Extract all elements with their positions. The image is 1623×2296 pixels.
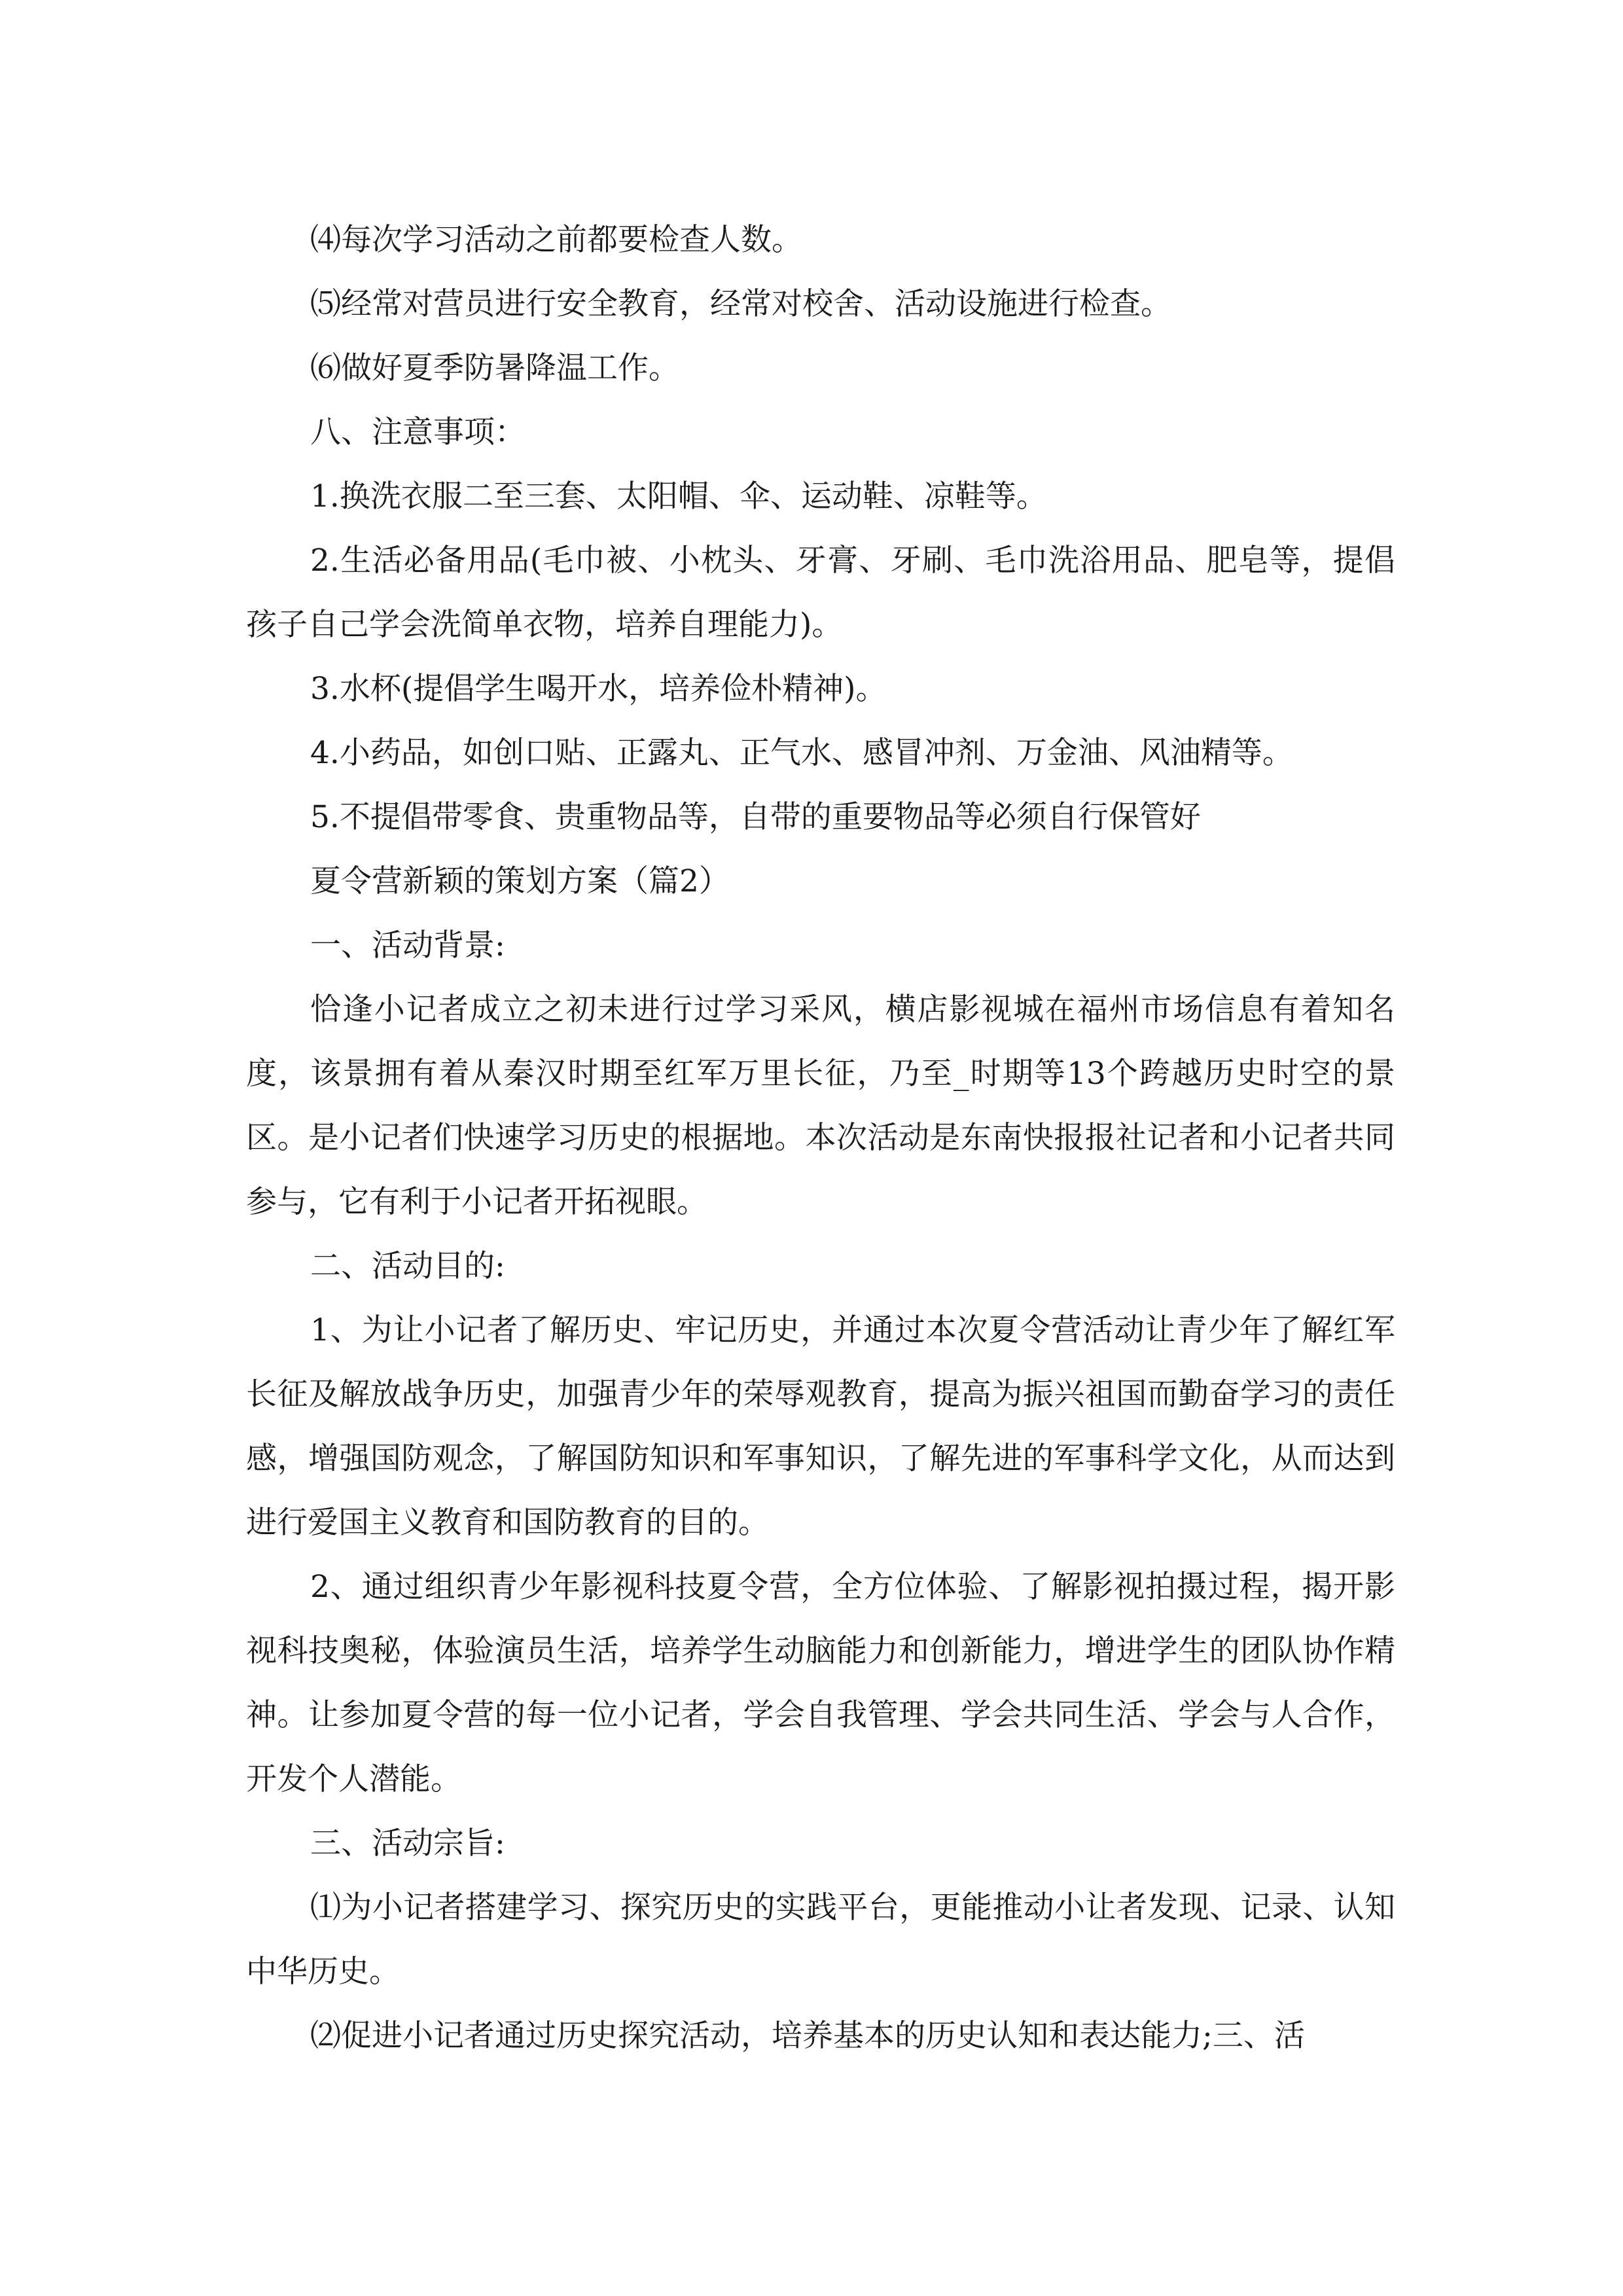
list-item-6: ⑹做好夏季防暑降温工作。 — [310, 350, 679, 386]
list-item-5: ⑸经常对营员进行安全教育，经常对校舍、活动设施进行检查。 — [310, 286, 1171, 322]
notes-item-1: 1.换洗衣服二至三套、太阳帽、伞、运动鞋、凉鞋等。 — [310, 478, 1047, 514]
section-heading-purpose: 二、活动目的: — [310, 1248, 505, 1284]
article-title-part-2: 夏令营新颖的策划方案（篇2） — [310, 863, 730, 899]
background-paragraph: 恰逢小记者成立之初未进行过学习采风，横店影视城在福州市场信息有着知名度，该景拥有着从秦汉时期至红军万里长征，乃至_时期等13个跨越历史时空的景区。是小记者们快速学习历史的根据地。本次活动是东南快报报社记者和小记者共同参与，它有利于小记者开拓视眼。 — [246, 992, 1395, 1220]
section-heading-background: 一、活动背景: — [310, 927, 505, 963]
section-heading-aims: 三、活动宗旨: — [310, 1825, 505, 1861]
aims-item-1: ⑴为小记者搭建学习、探究历史的实践平台，更能推动小让者发现、记录、认知中华历史。 — [246, 1890, 1395, 1990]
section-heading-notes: 八、注意事项： — [310, 414, 526, 450]
document-body — [246, 208, 1395, 2068]
notes-item-5: 5.不提倡带零食、贵重物品等，自带的重要物品等必须自行保管好 — [310, 799, 1201, 835]
purpose-paragraph-2: 2、通过组织青少年影视科技夏令营，全方位体验、了解影视拍摄过程，揭开影视科技奥秘，体验演员生活，培养学生动脑能力和创新能力，增进学生的团队协作精神。让参加夏令营的每一位小记者，学会自我管理、学会共同生活、学会与人合作，开发个人潜能。 — [246, 1569, 1395, 1797]
notes-item-3: 3.水杯(提倡学生喝开水，培养俭朴精神)。 — [310, 671, 887, 707]
purpose-paragraph-1: 1、为让小记者了解历史、牢记历史，并通过本次夏令营活动让青少年了解红军长征及解放战争历史，加强青少年的荣辱观教育，提高为振兴祖国而勤奋学习的责任感，增强国防观念，了解国防知识和军事知识，了解先进的军事科学文化，从而达到进行爱国主义教育和国防教育的目的。 — [246, 1312, 1395, 1541]
notes-item-2: 2.生活必备用品(毛巾被、小枕头、牙膏、牙刷、毛巾洗浴用品、肥皂等，提倡孩子自己学会洗简单衣物，培养自理能力)。 — [246, 543, 1395, 643]
aims-item-2: ⑵促进小记者通过历史探究活动，培养基本的历史认知和表达能力;三、活 — [310, 2018, 1305, 2054]
notes-item-4: 4.小药品，如创口贴、正露丸、正气水、感冒冲剂、万金油、风油精等。 — [310, 735, 1293, 771]
list-item-4: ⑷每次学习活动之前都要检查人数。 — [310, 222, 802, 258]
